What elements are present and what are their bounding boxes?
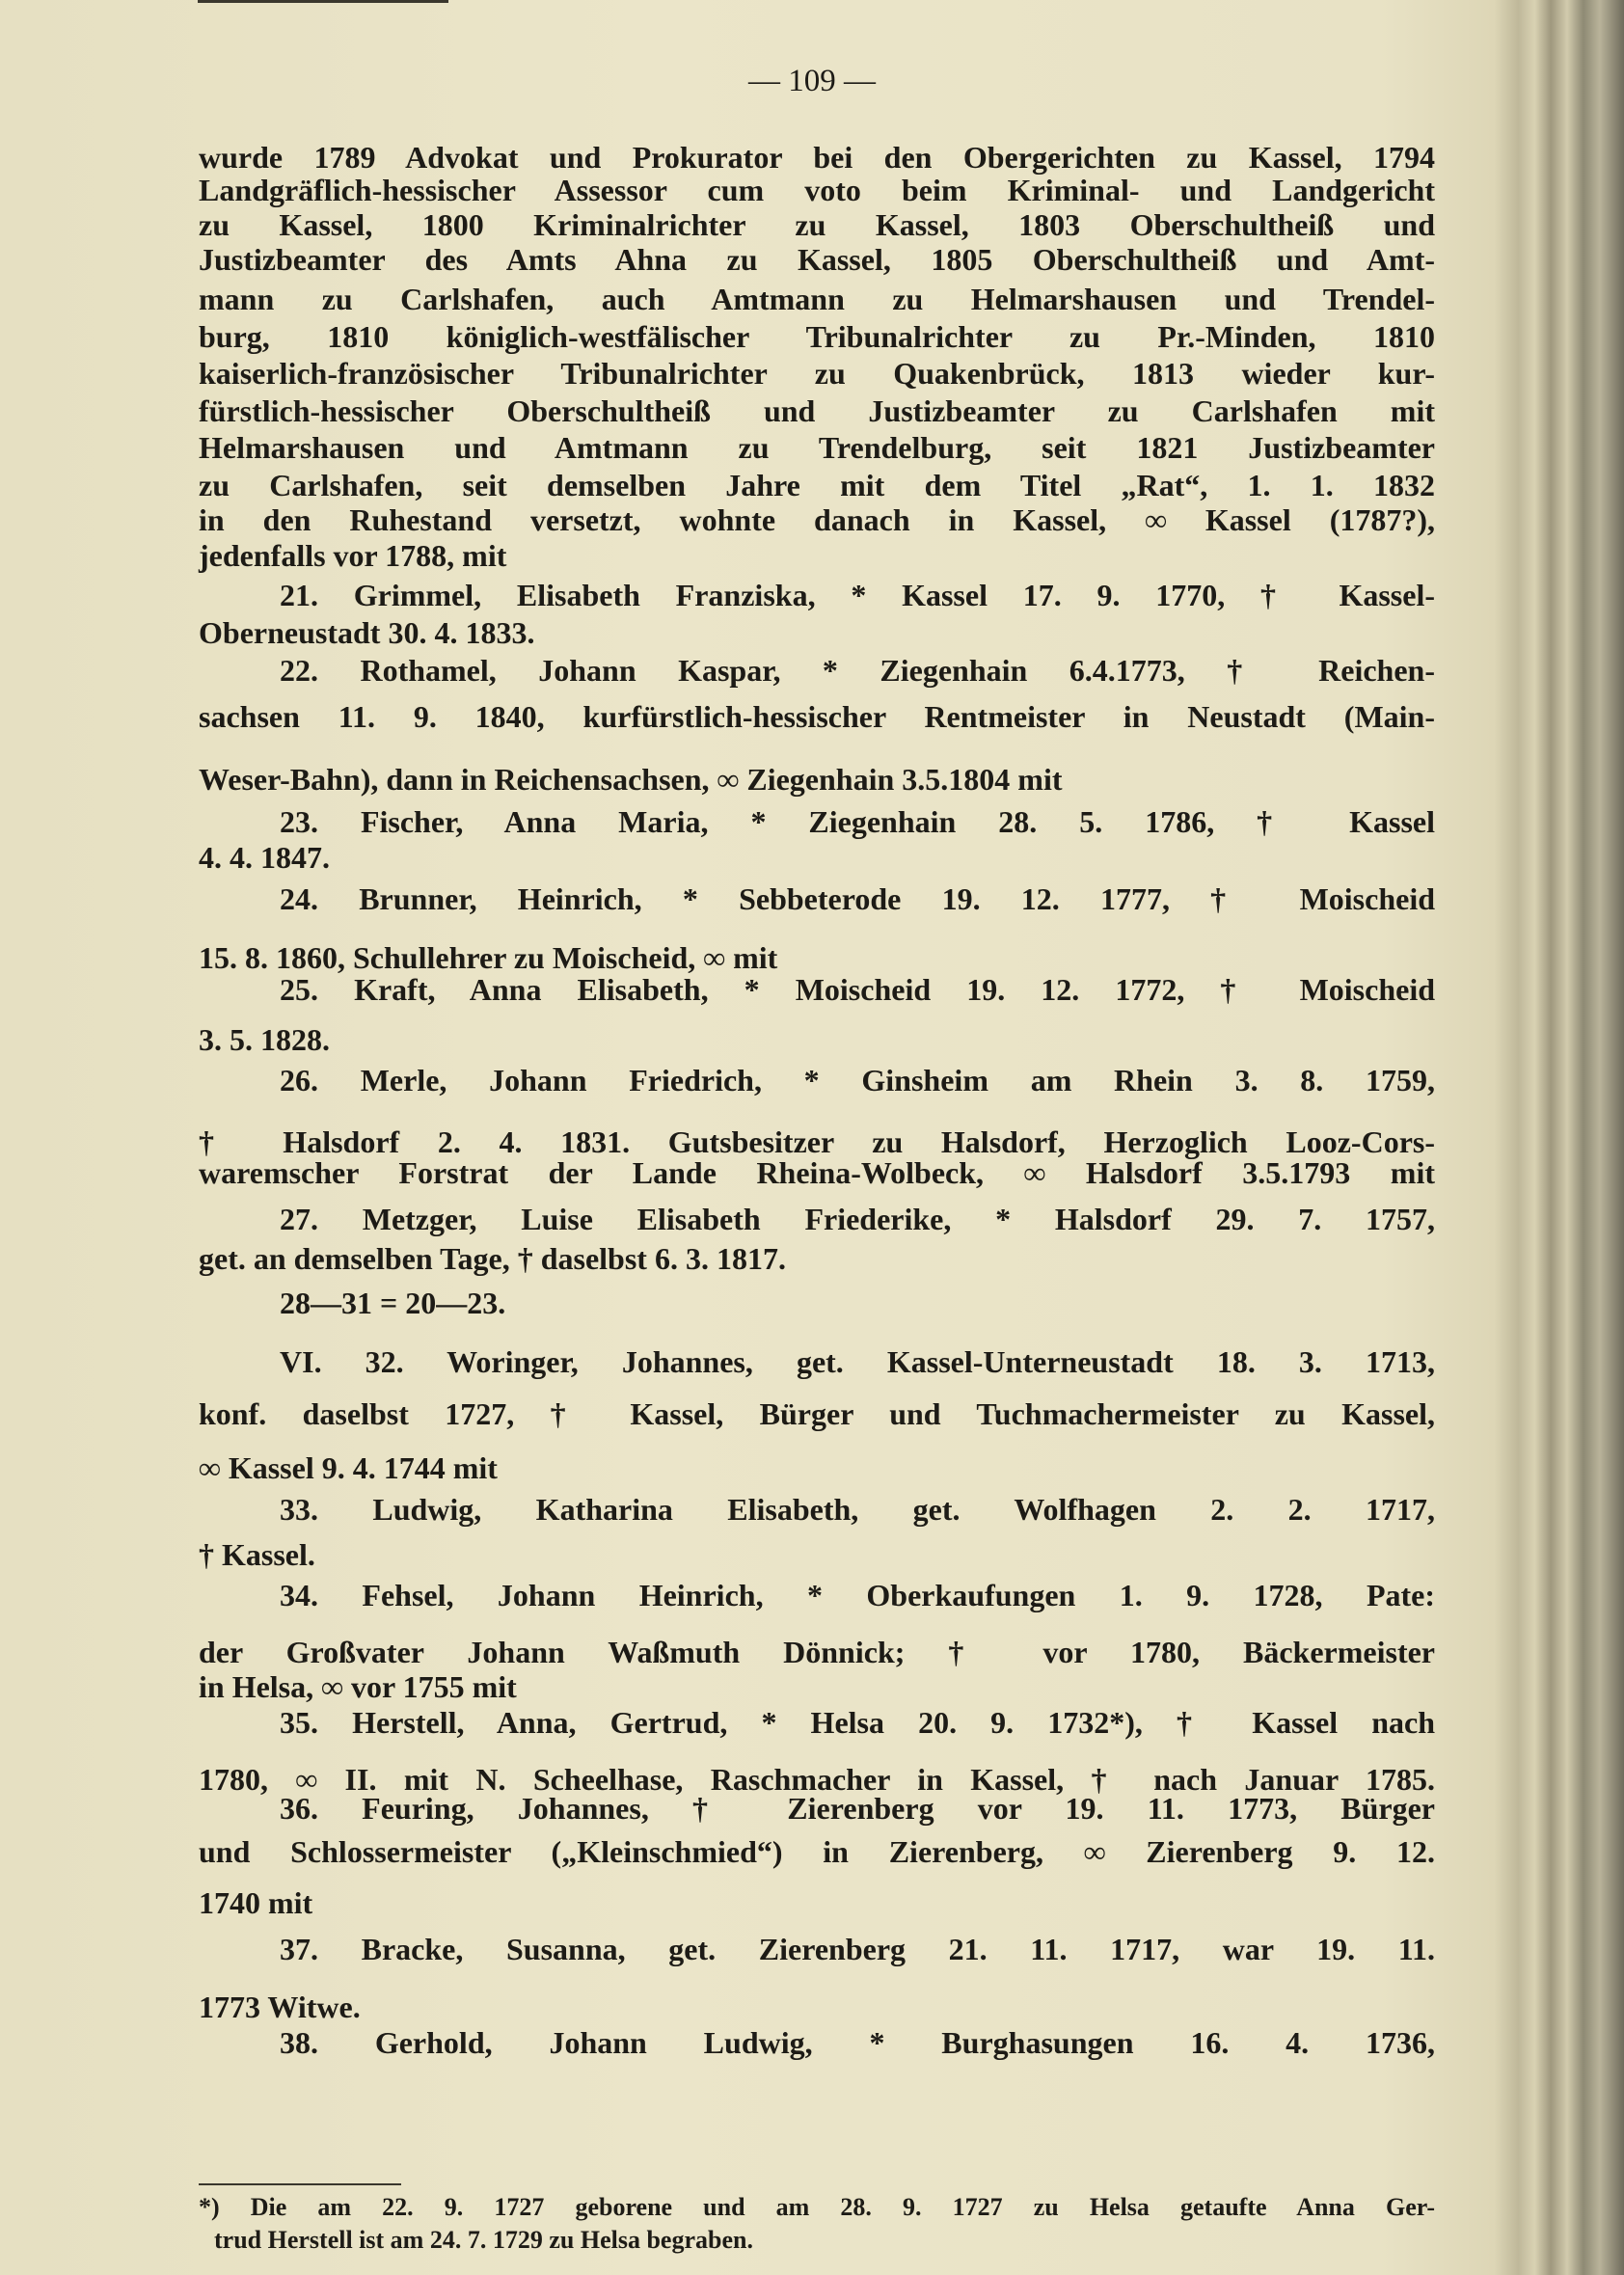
text-line: der Großvater Johann Waßmuth Dönnick; † vor 1780, Bäckermeister <box>199 1635 1435 1669</box>
top-rule <box>198 0 448 3</box>
text-line: 35. Herstell, Anna, Gertrud, * Helsa 20. 9. 1732*), † Kassel nach <box>280 1705 1435 1740</box>
text-line: zu Kassel, 1800 Kriminalrichter zu Kassel, 1803 Oberschultheiß und <box>199 207 1435 242</box>
text-line: get. an demselben Tage, † daselbst 6. 3. 1817. <box>199 1241 786 1276</box>
text-line: † Halsdorf 2. 4. 1831. Gutsbesitzer zu Halsdorf, Herzoglich Looz-Cors- <box>199 1124 1435 1159</box>
text-line: und Schlossermeister („Kleinschmied“) in Zierenberg, ∞ Zierenberg 9. 12. <box>199 1834 1435 1869</box>
text-line: wurde 1789 Advokat und Prokurator bei den Obergerichten zu Kassel, 1794 <box>199 140 1435 175</box>
text-line: sachsen 11. 9. 1840, kurfürstlich-hessischer Rentmeister in Neustadt (Main- <box>199 699 1435 734</box>
text-line: in Helsa, ∞ vor 1755 mit <box>199 1669 517 1704</box>
text-line: 27. Metzger, Luise Elisabeth Friederike, * Halsdorf 29. 7. 1757, <box>280 1202 1435 1236</box>
footnote-rule <box>199 2183 401 2185</box>
text-line: 26. Merle, Johann Friedrich, * Ginsheim am Rhein 3. 8. 1759, <box>280 1063 1435 1097</box>
text-line: 1740 mit <box>199 1885 313 1920</box>
text-line: 24. Brunner, Heinrich, * Sebbeterode 19. 12. 1777, † Moischeid <box>280 881 1435 916</box>
text-line: ∞ Kassel 9. 4. 1744 mit <box>199 1450 498 1485</box>
text-line: Justizbeamter des Amts Ahna zu Kassel, 1805 Oberschultheiß und Amt- <box>199 242 1435 277</box>
text-line: burg, 1810 königlich-westfälischer Tribunalrichter zu Pr.-Minden, 1810 <box>199 319 1435 354</box>
text-line: 37. Bracke, Susanna, get. Zierenberg 21. 11. 1717, war 19. 11. <box>280 1932 1435 1966</box>
text-line: zu Carlshafen, seit demselben Jahre mit dem Titel „Rat“, 1. 1. 1832 <box>199 468 1435 502</box>
text-line: 22. Rothamel, Johann Kaspar, * Ziegenhain 6.4.1773, † Reichen- <box>280 653 1435 688</box>
text-line: Helmarshausen und Amtmann zu Trendelburg, seit 1821 Justizbeamter <box>199 430 1435 465</box>
text-line: 1780, ∞ II. mit N. Scheelhase, Raschmacher in Kassel, † nach Januar 1785. <box>199 1762 1435 1797</box>
text-line: fürstlich-hessischer Oberschultheiß und Justizbeamter zu Carlshafen mit <box>199 393 1435 428</box>
text-line: mann zu Carlshafen, auch Amtmann zu Helmarshausen und Trendel- <box>199 282 1435 316</box>
text-line: 28—31 = 20—23. <box>280 1286 506 1320</box>
text-line: konf. daselbst 1727, † Kassel, Bürger und Tuchmachermeister zu Kassel, <box>199 1396 1435 1431</box>
text-line: 38. Gerhold, Johann Ludwig, * Burghasungen 16. 4. 1736, <box>280 2025 1435 2060</box>
footnote-line: *) Die am 22. 9. 1727 geborene und am 28. 9. 1727 zu Helsa getaufte Anna Ger- <box>199 2193 1435 2221</box>
text-line: jedenfalls vor 1788, mit <box>199 538 507 573</box>
text-line: 25. Kraft, Anna Elisabeth, * Moischeid 19. 12. 1772, † Moischeid <box>280 972 1435 1007</box>
text-line: 21. Grimmel, Elisabeth Franziska, * Kassel 17. 9. 1770, † Kassel- <box>280 578 1435 612</box>
text-line: kaiserlich-französischer Tribunalrichter zu Quakenbrück, 1813 wieder kur- <box>199 356 1435 391</box>
text-line: 36. Feuring, Johannes, † Zierenberg vor 19. 11. 1773, Bürger <box>280 1791 1435 1826</box>
text-line: 23. Fischer, Anna Maria, * Ziegenhain 28. 5. 1786, † Kassel <box>280 804 1435 839</box>
text-line: VI. 32. Woringer, Johannes, get. Kassel-Unterneustadt 18. 3. 1713, <box>280 1344 1435 1379</box>
text-line: Weser-Bahn), dann in Reichensachsen, ∞ Ziegenhain 3.5.1804 mit <box>199 762 1063 797</box>
text-line: 15. 8. 1860, Schullehrer zu Moischeid, ∞ mit <box>199 940 778 975</box>
text-line: 34. Fehsel, Johann Heinrich, * Oberkaufungen 1. 9. 1728, Pate: <box>280 1578 1435 1612</box>
text-line: 4. 4. 1847. <box>199 840 330 875</box>
text-line: in den Ruhestand versetzt, wohnte danach in Kassel, ∞ Kassel (1787?), <box>199 502 1435 537</box>
text-line: 1773 Witwe. <box>199 1990 361 2024</box>
text-line: 3. 5. 1828. <box>199 1022 330 1057</box>
text-line: Landgräflich-hessischer Assessor cum voto beim Kriminal- und Landgericht <box>199 173 1435 207</box>
text-line: waremscher Forstrat der Lande Rheina-Wolbeck, ∞ Halsdorf 3.5.1793 mit <box>199 1155 1435 1190</box>
text-line: † Kassel. <box>199 1537 315 1572</box>
text-line: 33. Ludwig, Katharina Elisabeth, get. Wolfhagen 2. 2. 1717, <box>280 1492 1435 1527</box>
page-number: — 109 — <box>748 64 876 98</box>
footnote-line: trud Herstell ist am 24. 7. 1729 zu Helsa begraben. <box>214 2226 753 2254</box>
text-line: Oberneustadt 30. 4. 1833. <box>199 615 535 650</box>
